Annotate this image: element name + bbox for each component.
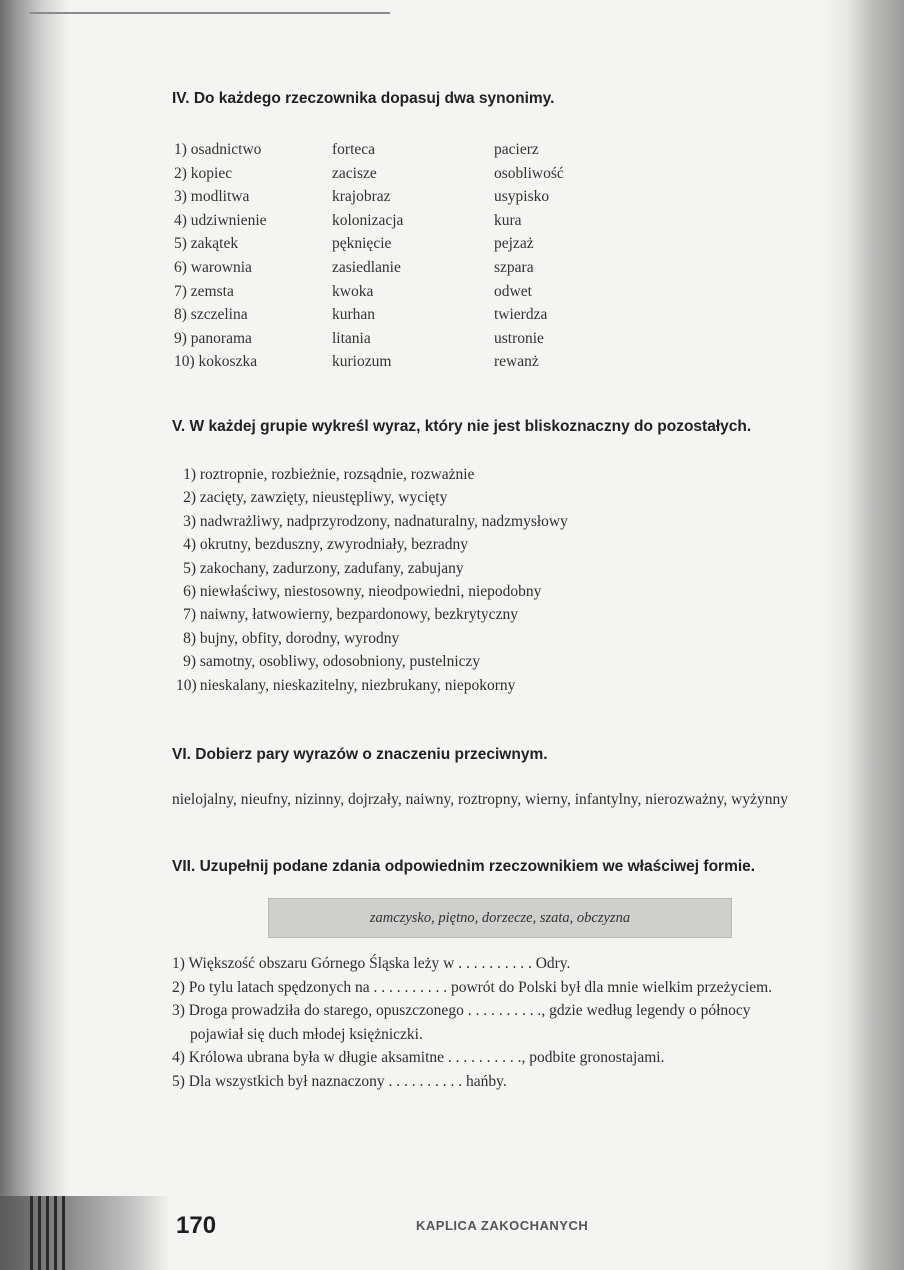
list-item: 7) naiwny, łatwowierny, bezpardonowy, bezkrytyczny (183, 606, 518, 624)
list-item: forteca (332, 141, 376, 158)
list-item: 9) panorama (174, 329, 252, 347)
list-item: 7) zemsta (174, 282, 234, 300)
list-item: twierdza (494, 306, 548, 324)
list-item: 3) Droga prowadziła do starego, opuszczonego . . . . . . . . . ., gdzie według legendy o północy (172, 1002, 751, 1019)
list-item: szpara (494, 258, 534, 276)
list-item: kura (494, 211, 522, 229)
list-item: osobliwość (494, 164, 564, 182)
section-7-title: VII. Uzupełnij podane zdania odpowiednim rzeczownikiem we właściwej formie. (172, 858, 756, 875)
list-item: 4) udziwnienie (174, 211, 267, 229)
footer-bar (62, 1196, 65, 1270)
left-page-shadow (0, 0, 70, 1270)
list-item: 4) okrutny, bezduszny, zwyrodniały, bezradny (183, 536, 469, 554)
list-item: pęknięcie (332, 235, 392, 253)
list-item: zasiedlanie (332, 258, 401, 276)
list-item: 9) samotny, osobliwy, odosobniony, pustelniczy (183, 653, 481, 671)
list-item-continuation: pojawiał się duch młodej księżniczki. (190, 1025, 423, 1043)
list-item: 2) Po tylu latach spędzonych na . . . . . . . . . . powrót do Polski był dla mnie wielkim przeżyciem. (172, 978, 773, 996)
footer-band (0, 1196, 170, 1270)
list-item: 6) warownia (174, 258, 252, 276)
book-title: KAPLICA ZAKOCHANYCH (416, 1218, 589, 1233)
list-item: 8) bujny, obfity, dorodny, wyrodny (183, 629, 400, 647)
list-item: 10) nieskalany, nieskazitelny, niezbrukany, niepokorny (176, 676, 516, 694)
top-rule (30, 12, 390, 14)
list-item: pacierz (494, 141, 539, 158)
list-item: odwet (494, 282, 532, 300)
list-item: 5) zakochany, zadurzony, zadufany, zabujany (183, 559, 464, 577)
page-number: 170 (176, 1212, 217, 1239)
list-item: ustronie (494, 329, 544, 347)
section-4-title: IV. Do każdego rzeczownika dopasuj dwa synonimy. (172, 90, 555, 107)
section-4-synonyms-b (494, 138, 564, 374)
list-item: 8) szczelina (174, 306, 248, 324)
footer-bar (46, 1196, 49, 1270)
word-bank (268, 898, 732, 938)
section-6-title: VI. Dobierz pary wyrazów o znaczeniu przeciwnym. (172, 746, 548, 763)
section-6-words: nielojalny, nieufny, nizinny, dojrzały, naiwny, roztropny, wierny, infantylny, nierozważny, wyżynny (172, 791, 788, 808)
list-item: 3) modlitwa (174, 188, 250, 206)
list-item: 5) zakątek (174, 235, 239, 253)
list-item: zacisze (332, 164, 377, 182)
footer-bar (38, 1196, 41, 1270)
list-item: kwoka (332, 282, 374, 300)
section-5-list (176, 463, 568, 697)
list-item: 2) kopiec (174, 164, 233, 182)
footer-bar (30, 1196, 33, 1270)
list-item: 6) niewłaściwy, niestosowny, nieodpowiedni, niepodobny (183, 583, 542, 601)
list-item: 5) Dla wszystkich był naznaczony . . . . . . . . . . hańby. (172, 1072, 507, 1090)
section-5-title: V. W każdej grupie wykreśl wyraz, który nie jest bliskoznaczny do pozostałych. (172, 418, 752, 435)
list-item: usypisko (494, 188, 550, 206)
list-item: rewanż (494, 353, 539, 371)
section-7-sentences (172, 952, 832, 1093)
footer-bar (54, 1196, 57, 1270)
list-item: kuriozum (332, 353, 392, 371)
list-item: pejzaż (494, 235, 534, 253)
list-item: kurhan (332, 306, 376, 324)
right-page-shadow (824, 0, 904, 1270)
list-item: 3) nadwrażliwy, nadprzyrodzony, nadnaturalny, nadzmysłowy (183, 512, 568, 530)
word-bank-text: zamczysko, piętno, dorzecze, szata, obczyzna (369, 909, 631, 926)
section-4-synonyms-a (332, 138, 403, 374)
list-item: litania (332, 329, 371, 347)
list-item: 10) kokoszka (174, 353, 258, 371)
list-item: 1) roztropnie, rozbieżnie, rozsądnie, rozważnie (183, 466, 475, 483)
list-item: 1) Większość obszaru Górnego Śląska leży w . . . . . . . . . . Odry. (172, 955, 571, 972)
list-item: kolonizacja (332, 211, 404, 229)
list-item: 4) Królowa ubrana była w długie aksamitne . . . . . . . . . ., podbite gronostajami. (172, 1049, 665, 1066)
list-item: krajobraz (332, 188, 391, 206)
list-item: 2) zacięty, zawzięty, nieustępliwy, wycięty (183, 489, 448, 507)
list-item: 1) osadnictwo (174, 141, 262, 158)
section-4-nouns (174, 138, 267, 374)
